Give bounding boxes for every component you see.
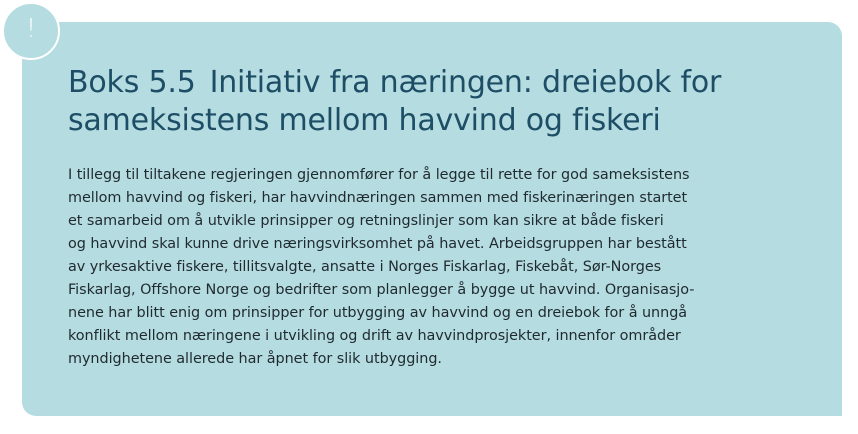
box-title-text-1: Initiativ fra næringen: dreiebok for: [209, 65, 722, 100]
body-line-3: et samarbeid om å utvikle prinsipper og retningslinjer som kan sikre at både fiskeri: [68, 213, 664, 229]
body-line-7: nene har blitt enig om prinsipper for utbygging av havvind og en dreiebok for å unngå: [68, 305, 688, 321]
box-body: [68, 164, 803, 371]
box-title-line-1: [68, 64, 808, 102]
box-title: [68, 64, 808, 140]
exclamation-icon: !: [25, 14, 37, 44]
alert-badge: [2, 2, 60, 60]
body-line-1: I tillegg til tiltakene regjeringen gjennomfører for å legge til rette for god sameksistens: [68, 167, 690, 183]
body-line-2: mellom havvind og fiskeri, har havvindnæringen sammen med fiskerinæringen startet: [68, 190, 688, 206]
body-line-6: Fiskarlag, Offshore Norge og bedrifter som planlegger å bygge ut havvind. Organisasjo-: [68, 282, 695, 298]
body-line-9: myndighetene allerede har åpnet for slik utbygging.: [68, 351, 442, 367]
body-line-5: av yrkesaktive fiskere, tillitsvalgte, ansatte i Norges Fiskarlag, Fiskebåt, Sør-Norges: [68, 259, 662, 275]
box-title-line-2: sameksistens mellom havvind og fiskeri: [68, 103, 661, 138]
body-line-8: konflikt mellom næringene i utvikling og drift av havvindprosjekter, innenfor områder: [68, 328, 681, 344]
body-line-4: og havvind skal kunne drive næringsvirksomhet på havet. Arbeidsgruppen har bestått: [68, 236, 687, 252]
box-number: Boks 5.5: [68, 65, 196, 100]
